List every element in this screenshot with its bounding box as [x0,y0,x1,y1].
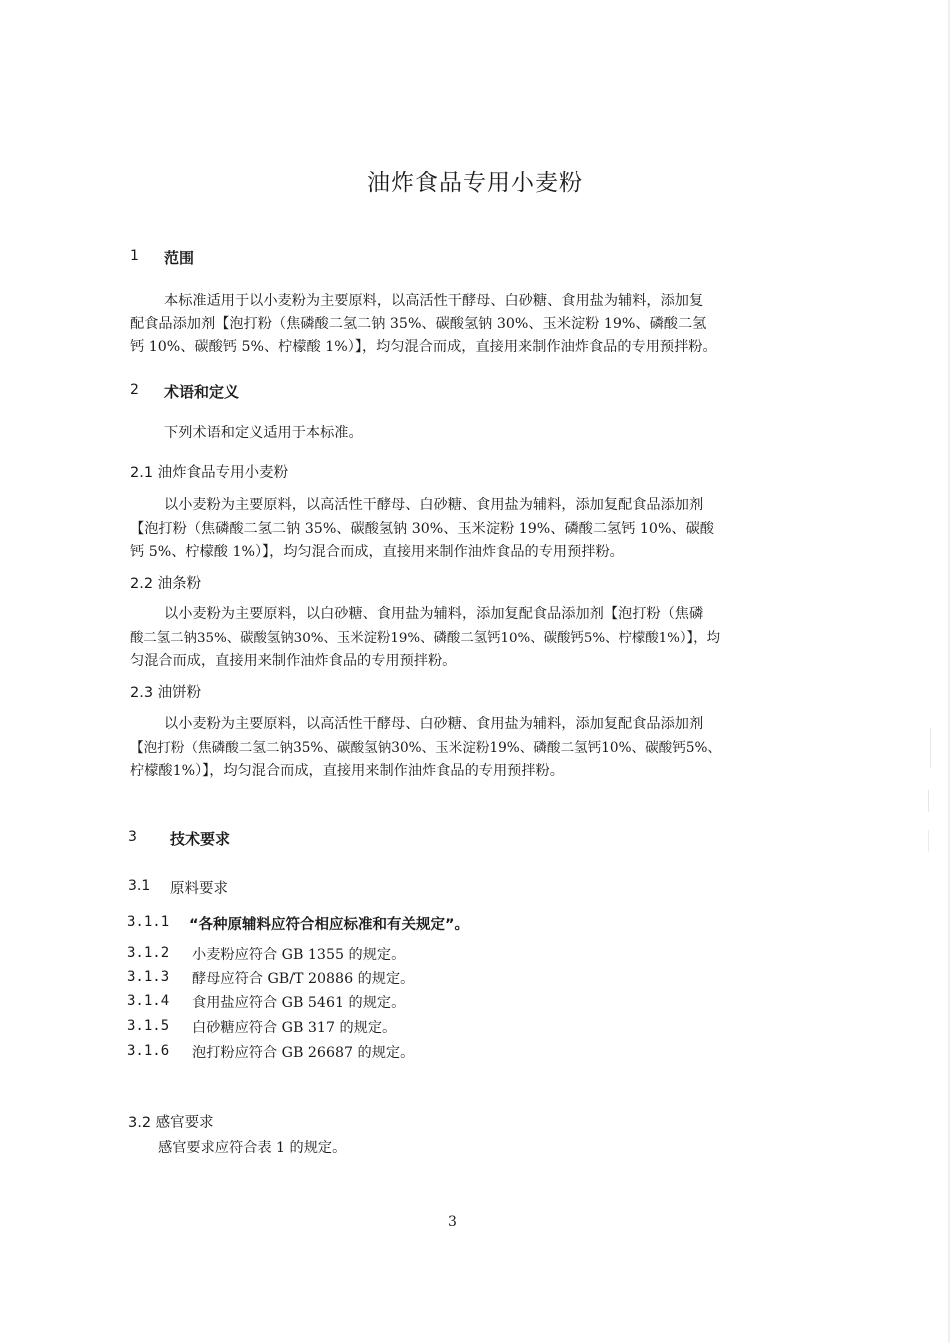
definition-2-2-line-2: 酸二氢二钠35%、碳酸氢钠30%、玉米淀粉19%、磷酸二氢钙10%、碳酸钙5%、柠檬酸1%）】，均 [130,631,721,646]
scope-paragraph-line-2: 配食品添加剂【泡打粉（焦磷酸二氢二钠 35%、碳酸氢钠 30%、玉米淀粉 19%、磷酸二氢 [130,316,707,332]
scope-paragraph-line-3: 钙 10%、碳酸钙 5%、柠檬酸 1%）】，均匀混合而成，直接用来制作油炸食品的专用预拌粉。 [130,339,717,355]
definition-2-1-line-2: 【泡打粉（焦磷酸二氢二钠 35%、碳酸氢钠 30%、玉米淀粉 19%、磷酸二氢钙 10%、碳酸 [130,521,714,537]
definition-2-2-heading: 2.2 油条粉 [130,576,202,592]
item-3-1-2-number: 3.1.2 [127,945,170,961]
document-title: 油炸食品专用小麦粉 [367,170,583,196]
section-3-heading: 技术要求 [170,830,231,848]
scan-margin-mark [928,830,941,852]
definition-2-2-line-1: 以小麦粉为主要原料，以白砂糖、食用盐为辅料，添加复配食品添加剂【泡打粉（焦磷 [164,606,704,622]
subsection-3-1-heading: 原料要求 [170,881,228,897]
item-3-1-6-text: 泡打粉应符合 GB 26687 的规定。 [192,1045,415,1061]
subsection-3-2-text: 感官要求应符合表 1 的规定。 [158,1140,347,1156]
item-3-1-4-text: 食用盐应符合 GB 5461 的规定。 [192,995,406,1011]
item-3-1-1-number: 3.1.1 [127,914,170,930]
item-3-1-4-number: 3.1.4 [127,993,170,1009]
item-3-1-3-number: 3.1.3 [127,969,170,985]
definition-2-2-line-3: 匀混合而成，直接用来制作油炸食品的专用预拌粉。 [130,653,457,669]
section-2-heading: 术语和定义 [164,383,240,401]
item-3-1-2-text: 小麦粉应符合 GB 1355 的规定。 [192,947,406,963]
terms-intro: 下列术语和定义适用于本标准。 [164,425,363,441]
subsection-3-2-heading: 3.2 感官要求 [128,1115,214,1131]
definition-2-1-line-1: 以小麦粉为主要原料，以高活性干酵母、白砂糖、食用盐为辅料，添加复配食品添加剂 [164,497,704,513]
section-2-number: 2 [130,382,139,398]
section-3-number: 3 [128,829,137,845]
subsection-3-1-number: 3.1 [128,878,151,894]
definition-2-3-line-2: 【泡打粉（焦磷酸二氢二钠35%、碳酸氢钠30%、玉米淀粉19%、磷酸二氢钙10%、碳酸钙5%、 [130,740,722,756]
page-number: 3 [448,1214,457,1230]
item-3-1-5-number: 3.1.5 [127,1018,170,1034]
item-3-1-6-number: 3.1.6 [127,1043,170,1059]
item-3-1-5-text: 白砂糖应符合 GB 317 的规定。 [192,1020,397,1036]
scan-margin-mark [928,790,941,812]
definition-2-1-line-3: 钙 5%、柠檬酸 1%）】，均匀混合而成，直接用来制作油炸食品的专用预拌粉。 [130,544,624,560]
scope-paragraph-line-1: 本标准适用于以小麦粉为主要原料，以高活性干酵母、白砂糖、食用盐为辅料，添加复 [164,293,704,309]
scan-margin-mark [930,728,947,768]
definition-2-3-heading: 2.3 油饼粉 [130,685,202,701]
item-3-1-1-text: “各种原辅料应符合相应标准和有关规定”。 [189,917,470,933]
definition-2-1-heading: 2.1 油炸食品专用小麦粉 [130,465,289,481]
definition-2-3-line-3: 柠檬酸1%）】，均匀混合而成，直接用来制作油炸食品的专用预拌粉。 [130,763,564,779]
section-1-heading: 范围 [164,249,195,267]
section-1-number: 1 [130,248,139,264]
definition-2-3-line-1: 以小麦粉为主要原料，以高活性干酵母、白砂糖、食用盐为辅料，添加复配食品添加剂 [164,716,704,732]
item-3-1-3-text: 酵母应符合 GB/T 20886 的规定。 [192,971,415,987]
